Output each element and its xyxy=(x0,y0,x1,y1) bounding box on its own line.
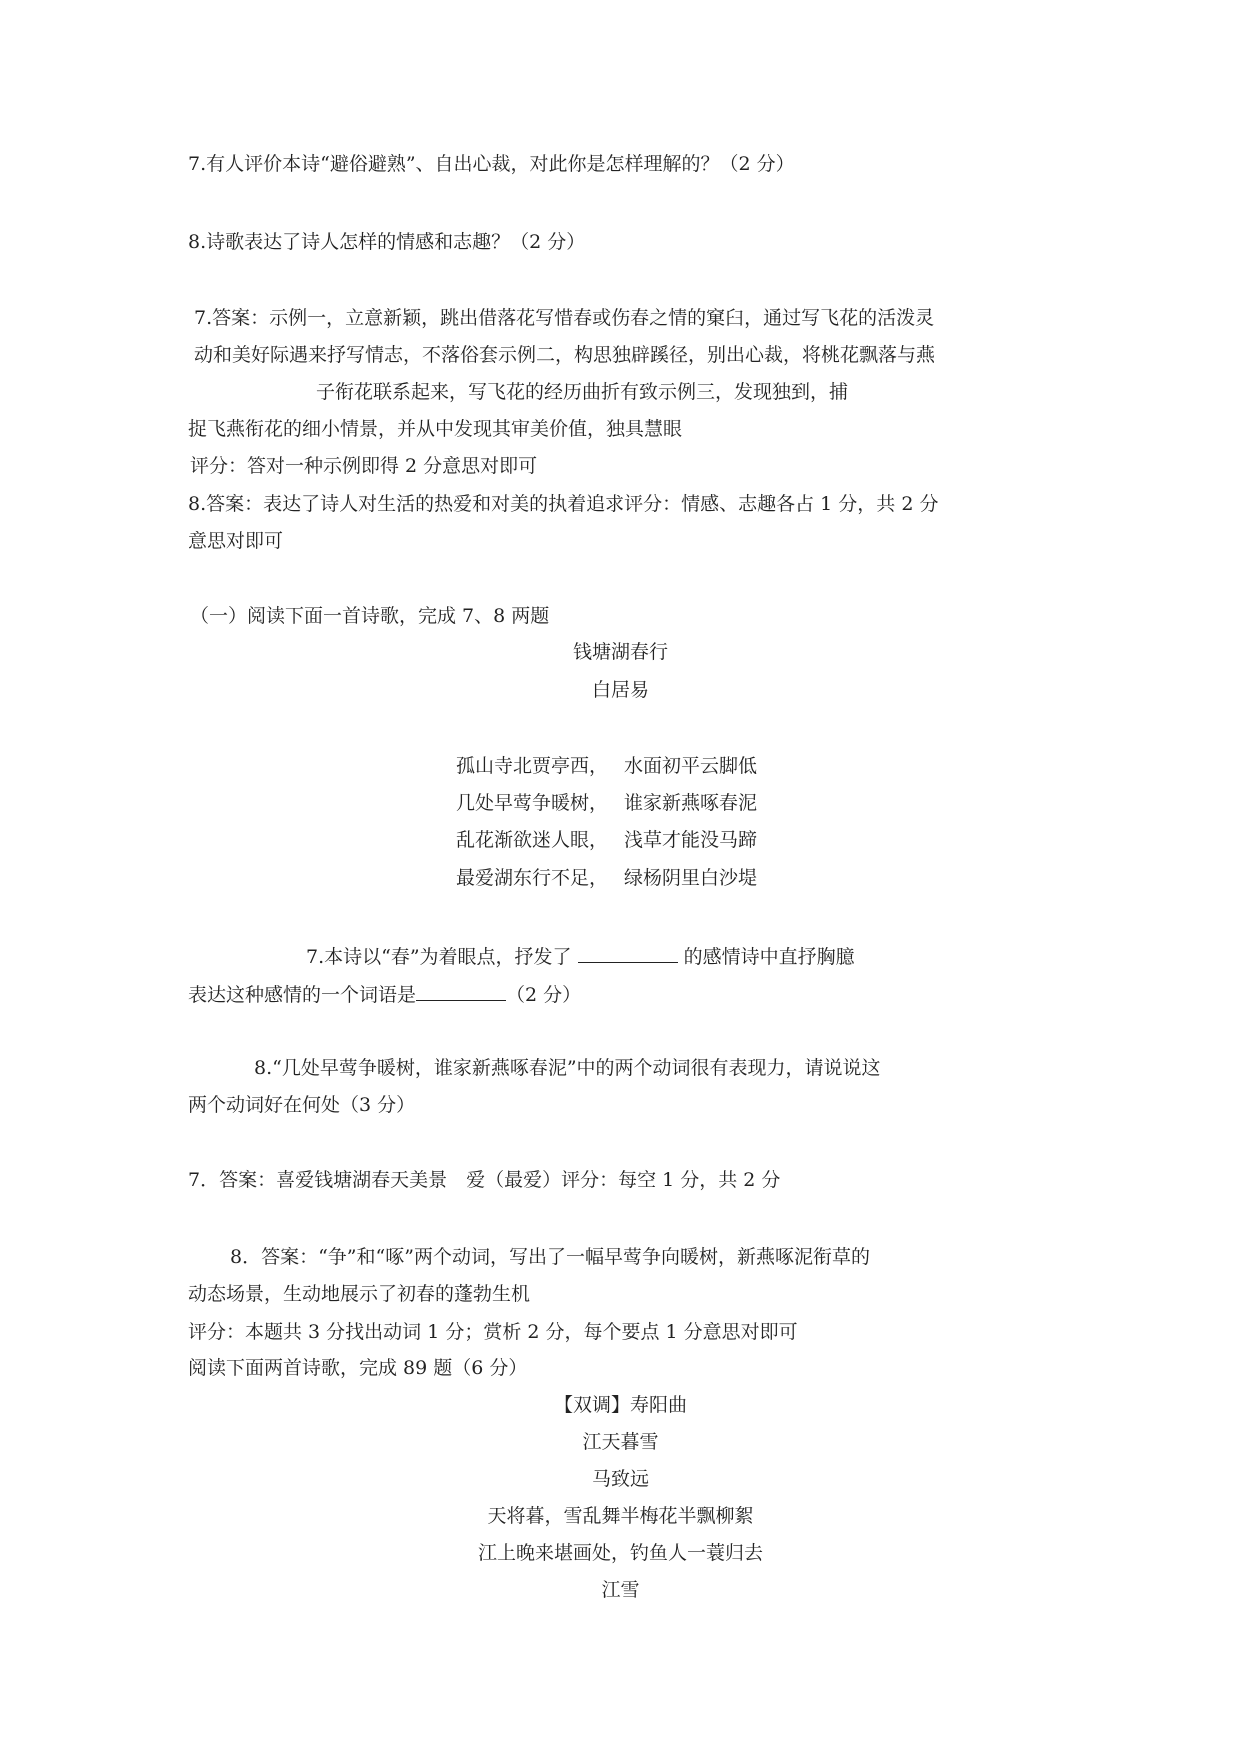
section-1-question-8-line-1: 8.“几处早莺争暖树，谁家新燕啄春泥”中的两个动词很有表现力，请说说这 xyxy=(254,1057,881,1079)
section-1-answer-7: 7．答案：喜爱钱塘湖春天美景 爱（最爱）评分：每空 1 分，共 2 分 xyxy=(188,1169,781,1191)
answer-7-line-4: 捉飞燕衔花的细小情景，并从中发现其审美价值，独具慧眼 xyxy=(188,418,683,440)
answer-8-line-2: 意思对即可 xyxy=(188,530,284,552)
question-text: 7.本诗以“春”为着眼点，抒发了 xyxy=(306,946,572,968)
answer-blank xyxy=(416,982,506,1001)
section-1-question-7-line-2 xyxy=(188,982,581,1007)
poem-title: 钱塘湖春行 xyxy=(572,641,668,663)
section-1-answer-8-line-2: 动态场景，生动地展示了初春的蓬勃生机 xyxy=(188,1283,531,1305)
answer-8-line-1: 8.答案：表达了诗人对生活的热爱和对美的执着追求评分：情感、志趣各占 1 分，共 2 分 xyxy=(188,493,939,515)
answer-7-score: 评分：答对一种示例即得 2 分意思对即可 xyxy=(190,455,538,477)
poem-subtitle: 江天暮雪 xyxy=(582,1431,659,1453)
poem-verse: 天将暮，雪乱舞半梅花半飘柳絮 xyxy=(487,1505,754,1527)
verse-first-half: 最爱湖东行不足， xyxy=(456,867,609,889)
verse-line xyxy=(456,866,757,890)
verse-second-half: 浅草才能没马蹄 xyxy=(624,829,758,851)
question-7-intro: 7.有人评价本诗“避俗避熟”、自出心裁，对此你是怎样理解的？（2 分） xyxy=(188,153,795,175)
answer-blank xyxy=(578,944,678,963)
verse-first-half: 几处早莺争暖树， xyxy=(456,792,609,814)
question-8-intro: 8.诗歌表达了诗人怎样的情感和志趣？（2 分） xyxy=(188,231,586,253)
question-text: （2 分） xyxy=(506,984,582,1006)
answer-7-line-2: 动和美好际遇来抒写情志，不落俗套示例二，构思独辟蹊径，别出心裁，将桃花飘落与燕 xyxy=(194,344,936,366)
poem-title: 江雪 xyxy=(601,1579,640,1601)
section-1-answer-8-line-1: 8．答案：“争”和“啄”两个动词，写出了一幅早莺争向暖树，新燕啄泥衔草的 xyxy=(230,1246,870,1268)
verse-second-half: 水面初平云脚低 xyxy=(624,755,758,777)
question-text: 的感情诗中直抒胸臆 xyxy=(683,946,855,968)
poem-author: 马致远 xyxy=(591,1468,649,1490)
section-1-answer-8-score: 评分：本题共 3 分找出动词 1 分；赏析 2 分，每个要点 1 分意思对即可 xyxy=(188,1321,798,1343)
section-1-intro: （一）阅读下面一首诗歌，完成 7、8 两题 xyxy=(190,605,550,627)
section-1-question-8-line-2: 两个动词好在何处（3 分） xyxy=(188,1094,416,1116)
section-2-intro: 阅读下面两首诗歌，完成 89 题（6 分） xyxy=(188,1357,528,1379)
verse-second-half: 谁家新燕啄春泥 xyxy=(624,792,758,814)
answer-7-line-3: 子衔花联系起来，写飞花的经历曲折有致示例三，发现独到，捕 xyxy=(316,381,849,403)
verse-line xyxy=(456,791,757,815)
poem-title: 【双调】寿阳曲 xyxy=(553,1394,687,1416)
question-text: 表达这种感情的一个词语是 xyxy=(188,984,417,1006)
section-1-question-7-line-1 xyxy=(306,944,855,969)
verse-first-half: 乱花渐欲迷人眼， xyxy=(456,829,609,851)
poem-verse: 江上晚来堪画处，钓鱼人一蓑归去 xyxy=(477,1542,763,1564)
verse-first-half: 孤山寺北贾亭西， xyxy=(456,755,609,777)
verse-second-half: 绿杨阴里白沙堤 xyxy=(624,867,758,889)
verse-line xyxy=(456,828,757,852)
verse-line xyxy=(456,754,757,778)
answer-7-line-1: 7.答案：示例一，立意新颖，跳出借落花写惜春或伤春之情的窠臼，通过写飞花的活泼灵 xyxy=(194,307,935,329)
poem-author: 白居易 xyxy=(591,679,649,701)
